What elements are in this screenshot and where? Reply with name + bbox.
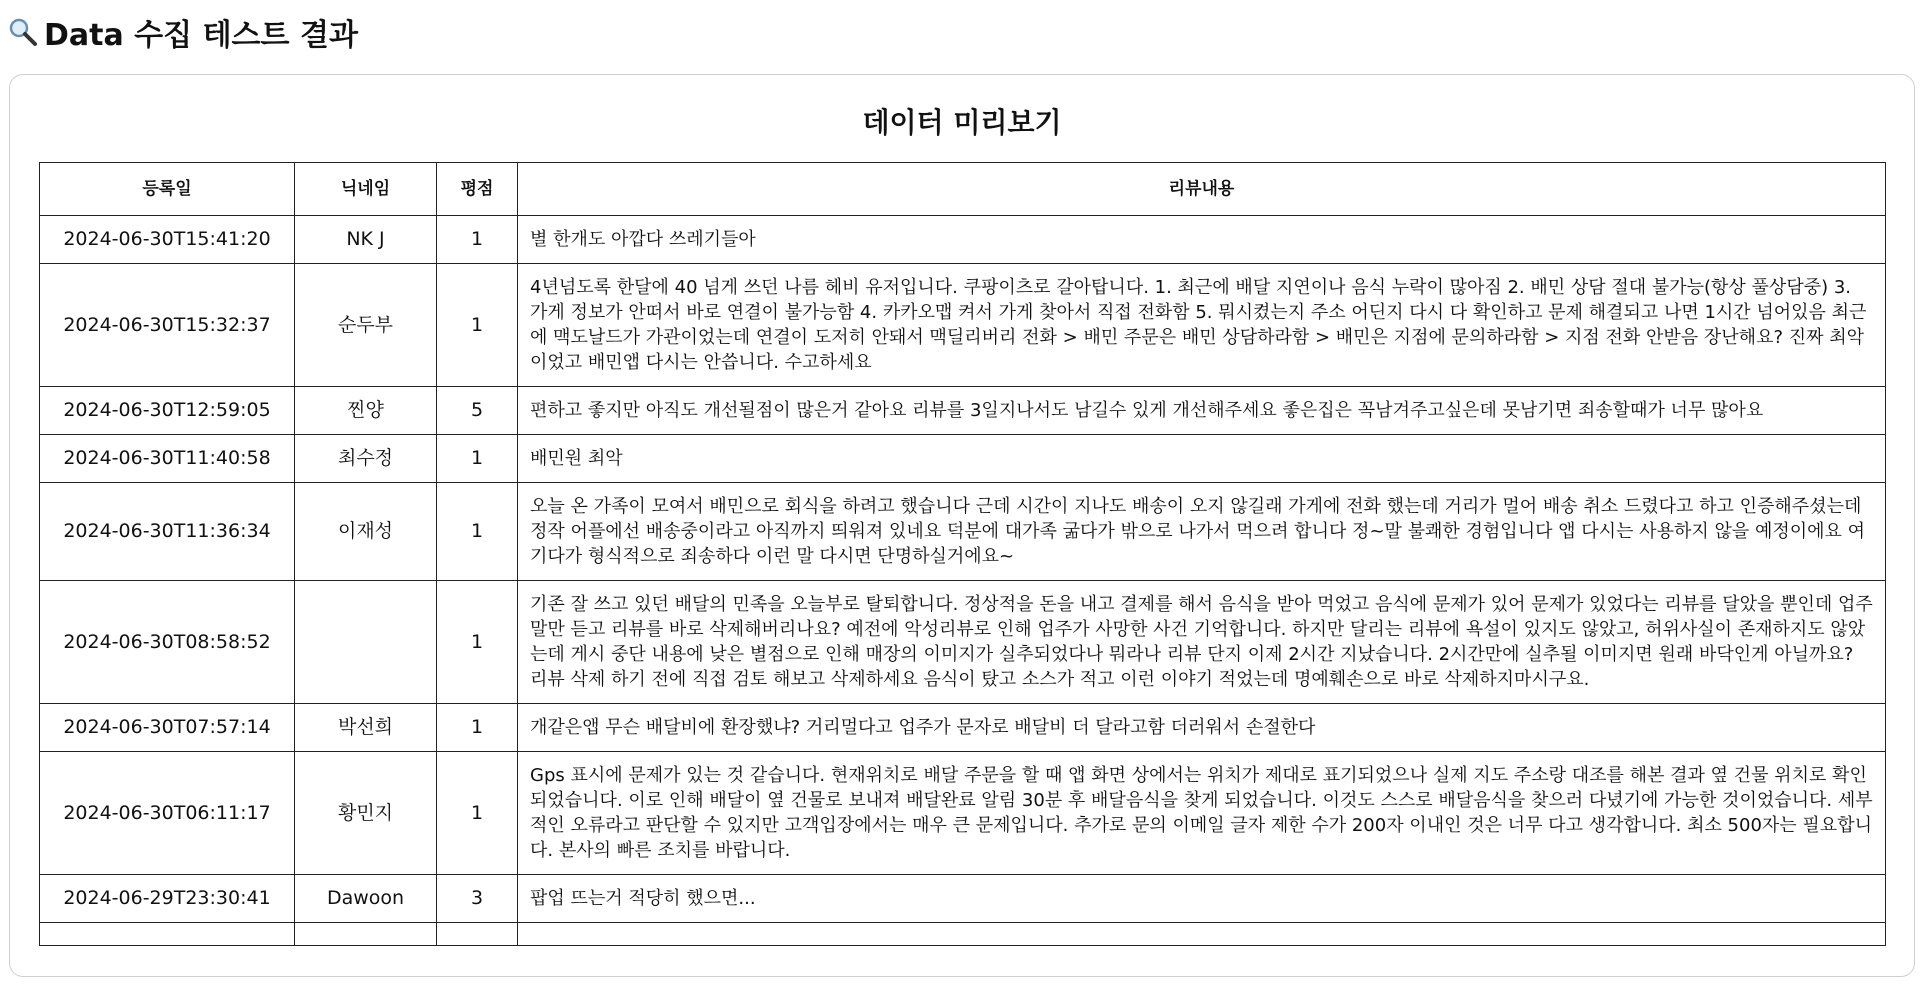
panel-title: 데이터 미리보기: [862, 106, 1062, 139]
table-row: [40, 216, 1886, 264]
cell-rating: 1: [437, 704, 518, 752]
cell-review: 편하고 좋지만 아직도 개선될점이 많은거 같아요 리뷰를 3일지나서도 남길수 있게 개선해주세요 좋은집은 꼭남겨주고싶은데 못남기면 죄송할때가 너무 많아요: [518, 387, 1886, 435]
table-row: [40, 387, 1886, 435]
page-title-text: Data 수집 테스트 결과: [44, 18, 358, 53]
cell-rating: 1: [437, 264, 518, 387]
cell-date: 2024-06-30T15:41:20: [40, 216, 295, 264]
cell-date: 2024-06-30T11:40:58: [40, 435, 295, 483]
cell-rating: 3: [437, 875, 518, 923]
table-row: [40, 581, 1886, 704]
cell-nickname: 순두부: [295, 264, 437, 387]
cell-rating: 1: [437, 483, 518, 581]
column-header-review: 리뷰내용: [518, 163, 1886, 216]
cell-nickname: 최수정: [295, 435, 437, 483]
cell-nickname: [295, 923, 437, 946]
table-header-row: [40, 163, 1886, 216]
table-row: [40, 435, 1886, 483]
cell-review: 기존 잘 쓰고 있던 배달의 민족을 오늘부로 탈퇴합니다. 정상적을 돈을 내고 결제를 해서 음식을 받아 먹었고 음식에 문제가 있어 문제가 있었다는 리뷰를 달았을 뿐인데 업주 말만 듣고 리뷰를 바로 삭제해버리나요? 예전에 악성리뷰로 인해 업주가 사망한 사건 기억합니다. 하지만 달리는 리뷰에 욕설이 있지도 않았고, 허위사실이 존재하지도 않았는데 게시 중단 내용에 낮은 별점으로 인해 매장의 이미지가 실추되었다나 뭐라나 리뷰 단지 이제 2시간 지났습니다. 2시간만에 실추될 이미지면 원래 바닥인게 아닐까요? 리뷰 삭제 하기 전에 직접 검토 해보고 삭제하세요 음식이 탔고 소스가 적고 이런 이야기 적었는데 명예훼손으로 바로 삭제하지마시구요.: [518, 581, 1886, 704]
cell-review: 4년넘도록 한달에 40 넘게 쓰던 나름 헤비 유저입니다. 쿠팡이츠로 갈아탑니다. 1. 최근에 배달 지연이나 음식 누락이 많아짐 2. 배민 상담 절대 불가능(항상 풀상담중) 3. 가게 정보가 안떠서 바로 연결이 불가능함 4. 카카오맵 켜서 가게 찾아서 직접 전화함 5. 뭐시켰는지 주소 어딘지 다시 다 확인하고 문제 해결되고 나면 1시간 넘어있음 최근에 맥도날드가 가관이었는데 연결이 도저히 안돼서 맥딜리버리 전화 > 배민 주문은 배민 상담하라함 > 배민은 지점에 문의하라함 > 지점 전화 안받음 장난해요? 진짜 최악이었고 배민앱 다시는 안씁니다. 수고하세요: [518, 264, 1886, 387]
cell-review: [518, 923, 1886, 946]
column-header-rating: 평점: [437, 163, 518, 216]
cell-review: 별 한개도 아깝다 쓰레기들아: [518, 216, 1886, 264]
column-header-nickname: 닉네임: [295, 163, 437, 216]
cell-rating: 1: [437, 581, 518, 704]
cell-rating: 1: [437, 435, 518, 483]
table-row: [40, 752, 1886, 875]
cell-review: 배민원 최악: [518, 435, 1886, 483]
table-scroll-area[interactable]: [39, 162, 1886, 976]
cell-date: 2024-06-30T08:58:52: [40, 581, 295, 704]
cell-nickname: 박선희: [295, 704, 437, 752]
cell-nickname: 황민지: [295, 752, 437, 875]
cell-review: 팝업 뜨는거 적당히 했으면...: [518, 875, 1886, 923]
cell-nickname: 찐양: [295, 387, 437, 435]
cell-rating: 1: [437, 216, 518, 264]
cell-date: 2024-06-29T23:30:41: [40, 875, 295, 923]
reviews-table: [39, 162, 1886, 946]
cell-rating: [437, 923, 518, 946]
cell-date: 2024-06-30T12:59:05: [40, 387, 295, 435]
table-row: [40, 264, 1886, 387]
cell-nickname: NK J: [295, 216, 437, 264]
cell-nickname: [295, 581, 437, 704]
cell-rating: 5: [437, 387, 518, 435]
data-preview-panel: [9, 74, 1915, 977]
column-header-date: 등록일: [40, 163, 295, 216]
cell-nickname: 이재성: [295, 483, 437, 581]
cell-date: 2024-06-30T11:36:34: [40, 483, 295, 581]
cell-date: [40, 923, 295, 946]
cell-review: 개같은앱 무슨 배달비에 환장했냐? 거리멀다고 업주가 문자로 배달비 더 달라고함 더러워서 손절한다: [518, 704, 1886, 752]
magnifier-icon: [8, 17, 38, 47]
table-row: [40, 483, 1886, 581]
table-row: [40, 923, 1886, 946]
cell-review: 오늘 온 가족이 모여서 배민으로 회식을 하려고 했습니다 근데 시간이 지나도 배송이 오지 않길래 가게에 전화 했는데 거리가 멀어 배송 취소 드렸다고 하고 인증해주셨는데 정작 어플에선 배송중이라고 아직까지 띄워져 있네요 덕분에 대가족 굶다가 밖으로 나가서 먹으려 합니다 정~말 불쾌한 경험입니다 앱 다시는 사용하지 않을 예정이에요 여기다가 형식적으로 죄송하다 이런 말 다시면 단명하실거에요~: [518, 483, 1886, 581]
cell-date: 2024-06-30T06:11:17: [40, 752, 295, 875]
page-title: [8, 10, 358, 54]
cell-rating: 1: [437, 752, 518, 875]
cell-review: Gps 표시에 문제가 있는 것 같습니다. 현재위치로 배달 주문을 할 때 앱 화면 상에서는 위치가 제대로 표기되었으나 실제 지도 주소랑 대조를 해본 결과 옆 건물 위치로 확인 되었습니다. 이로 인해 배달이 옆 건물로 보내져 배달완료 알림 30분 후 배달음식을 찾게 되었습니다. 이것도 스스로 배달음식을 찾으러 다녔기에 가능한 것이었습니다. 세부적인 오류라고 판단할 수 있지만 고객입장에서는 매우 큰 문제입니다. 추가로 문의 이메일 글자 제한 수가 200자 이내인 것은 너무 다고 생각합니다. 최소 500자는 필요합니다. 본사의 빠른 조치를 바랍니다.: [518, 752, 1886, 875]
cell-date: 2024-06-30T07:57:14: [40, 704, 295, 752]
table-row: [40, 875, 1886, 923]
table-row: [40, 704, 1886, 752]
cell-date: 2024-06-30T15:32:37: [40, 264, 295, 387]
cell-nickname: Dawoon: [295, 875, 437, 923]
